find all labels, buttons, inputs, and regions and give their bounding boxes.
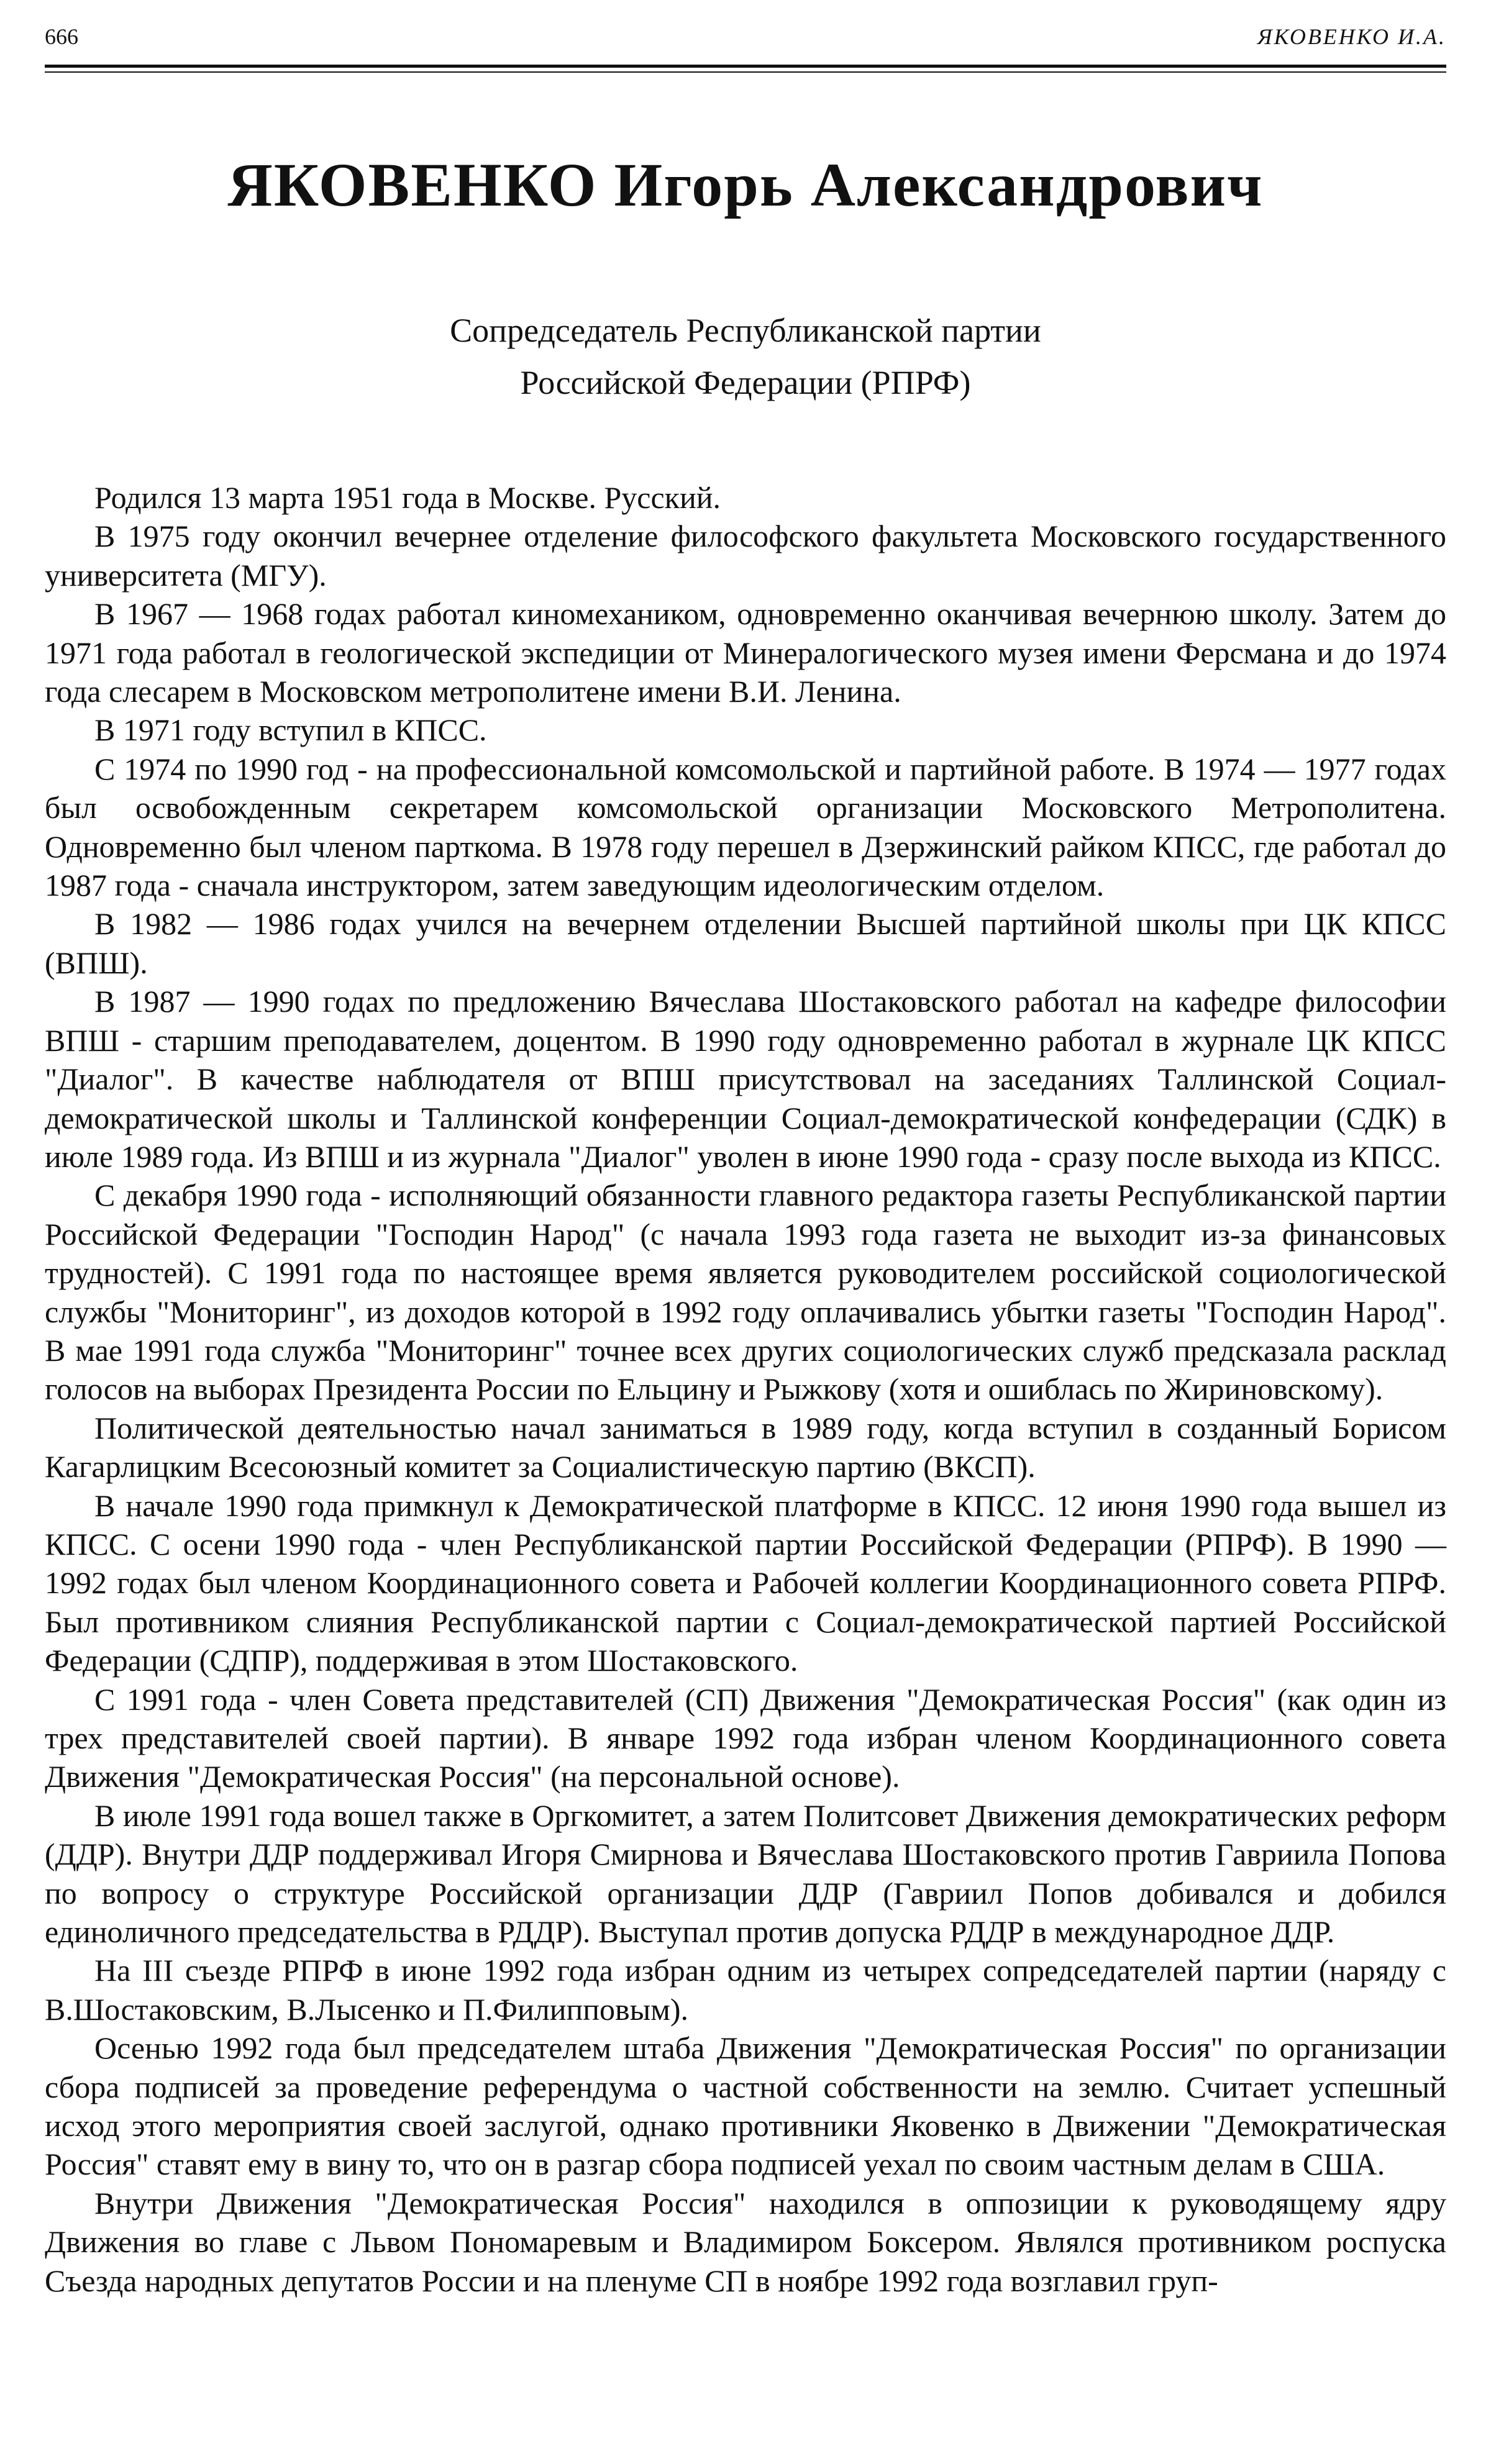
page-number: 666 (45, 24, 78, 49)
paragraph: На III съезде РПРФ в июне 1992 года избран одним из четырех сопредседателей партии (наряду с В.Шостаковским, В.Лысенко и П.Филипповым). (45, 1953, 1446, 2027)
running-title: ЯКОВЕНКО И.А. (1257, 24, 1446, 49)
paragraph: С декабря 1990 года - исполняющий обязанности главного редактора газеты Республиканской партии Российской Федерации "Господин Народ" (с начала 1993 года газета не выходит из-за финансовых трудностей). С 1991 года по настоящее время является руководителем российской социологической службы "Мониторинг", из доходов которой в 1992 году оплачивались убытки газеты "Господин Народ". В мае 1991 года служба "Мониторинг" точнее всех других социологических служб предсказала расклад голосов на выборах Президента России по Ельцину и Рыжкову (хотя и ошиблась по Жириновскому). (45, 1178, 1446, 1407)
paragraph: В 1967 — 1968 годах работал киномехаником, одновременно оканчивая вечернюю школу. Затем до 1971 года работал в геологической экспедиции от Минералогического музея имени Ферсмана и до 1974 года слесарем в Московском метрополитене имени В.И. Ленина. (45, 596, 1446, 709)
header-rule-thick (45, 65, 1446, 68)
subtitle-line-1: Сопредседатель Республиканской партии (450, 312, 1041, 349)
paragraph: В 1982 — 1986 годах учился на вечернем отделении Высшей партийной школы при ЦК КПСС (ВПШ). (45, 906, 1446, 980)
page-title: ЯКОВЕНКО Игорь Александрович (227, 150, 1264, 219)
paragraph: В 1975 году окончил вечернее отделение философского факультета Московского государственного университета (МГУ). (45, 519, 1446, 593)
paragraph: В начале 1990 года примкнул к Демократической платформе в КПСС. 12 июня 1990 года вышел из КПСС. С осени 1990 года - член Республиканской партии Российской Федерации (РПРФ). В 1990 — 1992 годах был членом Координационного совета и Рабочей коллегии Координационного совета РПРФ. Был противником слияния Республиканской партии с Социал-демократической партией Российской Федерации (СДПР), поддерживая в этом Шостаковского. (45, 1488, 1446, 1678)
paragraph: Политической деятельностью начал заниматься в 1989 году, когда вступил в созданный Борисом Кагарлицким Всесоюзный комитет за Социалистическую партию (ВКСП). (45, 1410, 1446, 1484)
paragraph: В июле 1991 года вошел также в Оргкомитет, а затем Политсовет Движения демократических реформ (ДДР). Внутри ДДР поддерживал Игоря Смирнова и Вячеслава Шостаковского против Гавриила Попова по вопросу о структуре Российской организации ДДР (Гавриил Попов добивался и добился единоличного председательства в РДДР). Выступал против допуска РДДР в международное ДДР. (45, 1798, 1446, 1950)
paragraph: С 1974 по 1990 год - на профессиональной комсомольской и партийной работе. В 1974 — 1977 годах был освобожденным секретарем комсомольской организации Московского Метрополитена. Одновременно был членом парткома. В 1978 году перешел в Дзержинский райком КПСС, где работал до 1987 года - сначала инструктором, затем заведующим идеологическим отделом. (45, 751, 1446, 903)
article-body (45, 478, 1446, 2300)
paragraph: Родился 13 марта 1951 года в Москве. Русский. (94, 480, 721, 515)
paragraph: В 1971 году вступил в КПСС. (94, 712, 487, 748)
subtitle-line-2: Российской Федерации (РПРФ) (520, 364, 971, 401)
paragraph: В 1987 — 1990 годах по предложению Вячеслава Шостаковского работал на кафедре философии ВПШ - старшим преподавателем, доцентом. В 1990 году одновременно работал в журнале ЦК КПСС "Диалог". В качестве наблюдателя от ВПШ присутствовал на заседаниях Таллинской Социал-демократической школы и Таллинской конференции Социал-демократической конфедерации (СДК) в июле 1989 года. Из ВПШ и из журнала "Диалог" уволен в июне 1990 года - сразу после выхода из КПСС. (45, 984, 1446, 1174)
header-rule-thin (45, 71, 1446, 73)
running-header (45, 24, 1446, 61)
paragraph: Внутри Движения "Демократическая Россия" находился в оппозиции к руководящему ядру Движения во главе с Львом Пономаревым и Владимиром Боксером. Являлся противником роспуска Съезда народных депутатов России и на пленуме СП в ноябре 1992 года возглавил груп- (45, 2185, 1446, 2298)
paragraph: С 1991 года - член Совета представителей (СП) Движения "Демократическая Россия" (как один из трех представителей своей партии). В январе 1992 года избран членом Координационного совета Движения "Демократическая Россия" (на персональной основе). (45, 1681, 1446, 1794)
subtitle (0, 304, 1491, 409)
paragraph: Осенью 1992 года был председателем штаба Движения "Демократическая Россия" по организации сбора подписей за проведение референдума о частной собственности на землю. Считает успешный исход этого мероприятия своей заслугой, однако противники Яковенко в Движении "Демократическая Россия" ставят ему в вину то, что он в разгар сбора подписей уехал по своим частным делам в США. (45, 2030, 1446, 2182)
